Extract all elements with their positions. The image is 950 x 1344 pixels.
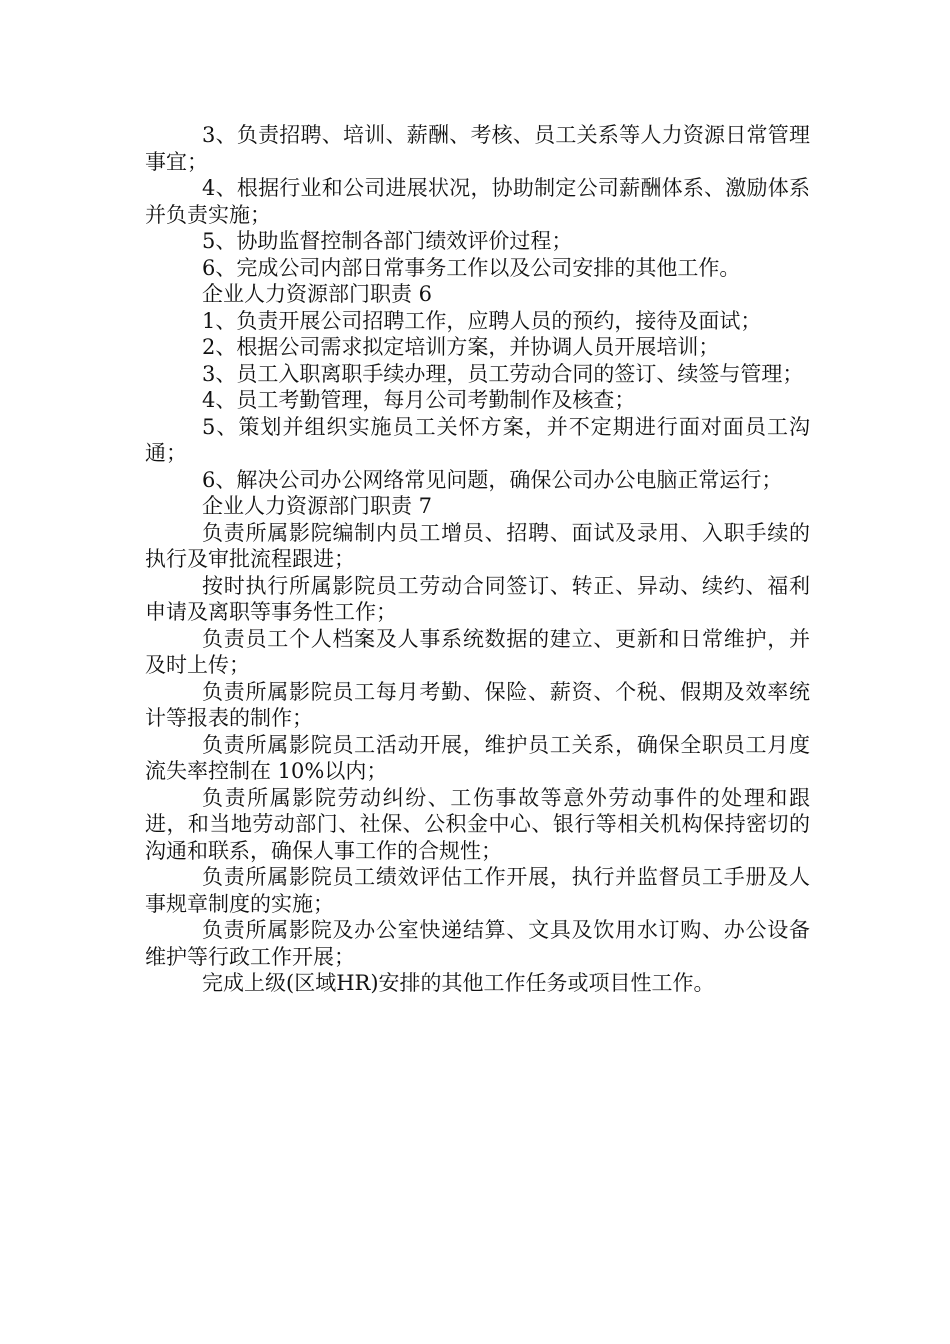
paragraph-item: 4、根据行业和公司进展状况，协助制定公司薪酬体系、激励体系并负责实施； — [145, 176, 810, 227]
document-body — [145, 122, 810, 997]
paragraph-item: 负责所属影院劳动纠纷、工伤事故等意外劳动事件的处理和跟进，和当地劳动部门、社保、公积金中心、银行等相关机构保持密切的沟通和联系，确保人事工作的合规性； — [145, 785, 810, 863]
paragraph-item: 负责所属影院员工每月考勤、保险、薪资、个税、假期及效率统计等报表的制作； — [145, 679, 810, 730]
paragraph-item: 负责员工个人档案及人事系统数据的建立、更新和日常维护，并及时上传； — [145, 626, 810, 677]
paragraph-item: 负责所属影院员工绩效评估工作开展，执行并监督员工手册及人事规章制度的实施； — [145, 865, 810, 916]
paragraph-item: 负责所属影院编制内员工增员、招聘、面试及录用、入职手续的执行及审批流程跟进； — [145, 520, 810, 571]
paragraph-item: 3、负责招聘、培训、薪酬、考核、员工关系等人力资源日常管理事宜； — [145, 123, 810, 174]
paragraph-item: 4、员工考勤管理，每月公司考勤制作及核查； — [202, 388, 636, 412]
paragraph-item: 按时执行所属影院员工劳动合同签订、转正、异动、续约、福利申请及离职等事务性工作； — [145, 573, 810, 624]
paragraph-item: 2、根据公司需求拟定培训方案，并协调人员开展培训； — [202, 335, 720, 359]
paragraph-item: 5、协助监督控制各部门绩效评价过程； — [202, 229, 573, 253]
paragraph-item: 5、策划并组织实施员工关怀方案，并不定期进行面对面员工沟通； — [145, 414, 810, 465]
section-heading: 企业人力资源部门职责 6 — [202, 282, 433, 306]
paragraph-item: 1、负责开展公司招聘工作，应聘人员的预约，接待及面试； — [202, 308, 762, 333]
paragraph-item: 6、完成公司内部日常事务工作以及公司安排的其他工作。 — [202, 255, 741, 280]
paragraph-item: 负责所属影院员工活动开展，维护员工关系，确保全职员工月度流失率控制在 10%以内； — [145, 732, 810, 783]
paragraph-item: 完成上级(区域HR)安排的其他工作任务或项目性工作。 — [202, 971, 715, 995]
paragraph-item: 3、员工入职离职手续办理，员工劳动合同的签订、续签与管理； — [202, 361, 804, 386]
paragraph-item: 负责所属影院及办公室快递结算、文具及饮用水订购、办公设备维护等行政工作开展； — [145, 918, 810, 969]
paragraph-item: 6、解决公司办公网络常见问题，确保公司办公电脑正常运行； — [202, 467, 783, 492]
section-heading: 企业人力资源部门职责 7 — [202, 494, 433, 518]
